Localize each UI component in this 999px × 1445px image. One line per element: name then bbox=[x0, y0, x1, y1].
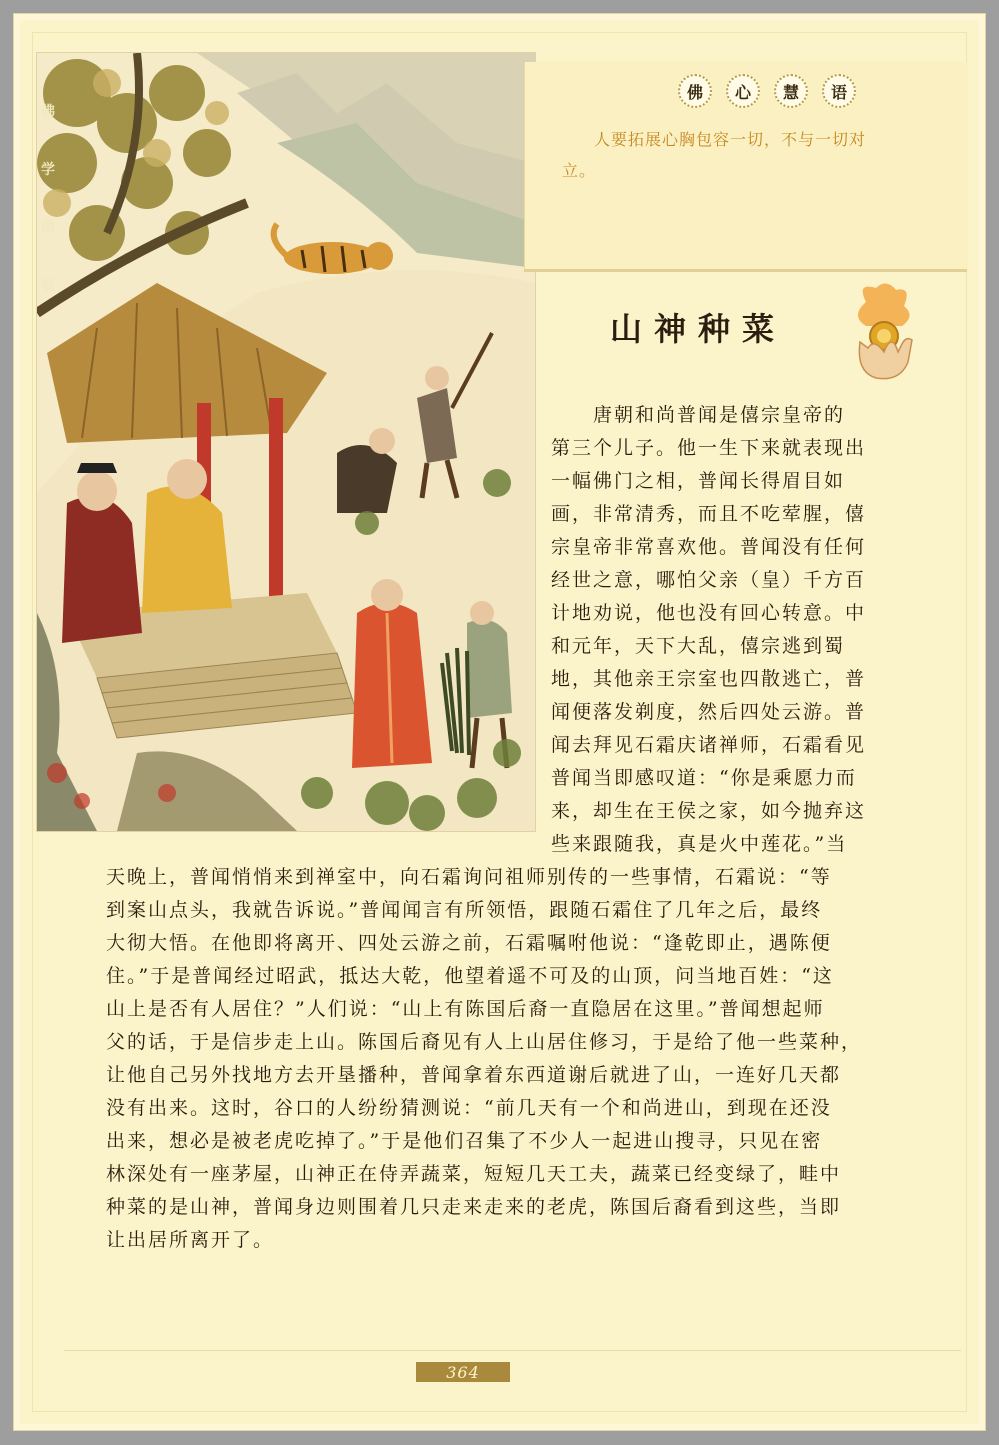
body-line: 出来，想必是被老虎吃掉了。”于是他们召集了不少人一起进山搜寻，只见在密 bbox=[106, 1130, 823, 1152]
body-line: 到案山点头，我就告诉说。”普闻闻言有所领悟，跟随石霜住了几年之后，最终 bbox=[106, 899, 823, 921]
badge-fo: 佛 bbox=[678, 74, 712, 108]
body-line: 住。”于是普闻经过昭武，抵达大乾，他望着遥不可及的山顶，问当地百姓：“这 bbox=[106, 965, 834, 987]
illustration bbox=[36, 52, 536, 832]
body-line: 让出居所离开了。 bbox=[106, 1229, 275, 1251]
body-line: 父的话，于是信步走上山。陈国后裔见有人上山居住修习，于是给了他一些菜种， bbox=[106, 1031, 863, 1053]
body-line: 山上是否有人居住？”人们说：“山上有陈国后裔一直隐居在这里。”普闻想起师 bbox=[106, 998, 825, 1020]
body-line: 种菜的是山神，普闻身边则围着几只走来走来的老虎，陈国后裔看到这些，当即 bbox=[106, 1196, 842, 1218]
body-line: 大彻大悟。在他即将离开、四处云游之前，石霜嘱咐他说：“逢乾即止，遇陈便 bbox=[106, 932, 832, 954]
body-line: 经世之意，哪怕父亲（皇）千方百 bbox=[551, 569, 867, 591]
body-line: 第三个儿子。他一生下来就表现出 bbox=[551, 437, 867, 459]
badge-hui: 慧 bbox=[774, 74, 808, 108]
body-line: 闻去拜见石霜庆诸禅师，石霜看见 bbox=[551, 734, 867, 756]
body-line: 宗皇帝非常喜欢他。普闻没有任何 bbox=[551, 536, 867, 558]
badge-yu: 语 bbox=[822, 74, 856, 108]
page-number-box bbox=[416, 1362, 510, 1382]
quote-panel-rule bbox=[524, 269, 967, 272]
page-number: 364 bbox=[446, 1362, 480, 1382]
buddha-hand-icon bbox=[846, 282, 918, 382]
body-line: 天晚上，普闻悄悄来到禅室中，向石霜询问祖师别传的一些事情，石霜说：“等 bbox=[106, 866, 832, 888]
body-line: 闻便落发剃度，然后四处云游。普 bbox=[551, 701, 867, 723]
body-line: 普闻当即感叹道：“你是乘愿力而 bbox=[551, 767, 857, 789]
painting-svg bbox=[37, 53, 535, 831]
body-line: 林深处有一座茅屋，山神正在侍弄蔬菜，短短几天工夫，蔬菜已经变绿了，畦中 bbox=[106, 1163, 842, 1185]
book-page bbox=[13, 13, 986, 1431]
body-line: 画，非常清秀，而且不吃荤腥，僖 bbox=[551, 503, 867, 525]
footer-rule bbox=[64, 1350, 961, 1351]
wisdom-quote: 人要拓展心胸包容一切，不与一切对立。 bbox=[562, 130, 867, 180]
body-line: 让他自己另外找地方去开垦播种，普闻拿着东西道谢后就进了山，一连好几天都 bbox=[106, 1064, 842, 1086]
fo-xin-hui-yu-header bbox=[678, 74, 856, 108]
badge-xin: 心 bbox=[726, 74, 760, 108]
body-line: 地，其他亲王宗室也四散逃亡，普 bbox=[551, 668, 867, 690]
article-title: 山神种菜 bbox=[610, 310, 787, 348]
illustration-side-title: 佛 学 图 说 bbox=[41, 104, 55, 294]
body-line: 来，却生在王侯之家，如今抛弃这 bbox=[551, 800, 867, 822]
body-line: 些来跟随我，真是火中莲花。”当 bbox=[551, 833, 848, 855]
body-line: 没有出来。这时，谷口的人纷纷猜测说：“前几天有一个和尚进山，到现在还没 bbox=[106, 1097, 832, 1119]
body-line: 和元年，天下大乱，僖宗逃到蜀 bbox=[551, 635, 846, 657]
body-line: 一幅佛门之相，普闻长得眉目如 bbox=[551, 470, 846, 492]
body-line: 唐朝和尚普闻是僖宗皇帝的 bbox=[551, 404, 846, 426]
body-line: 计地劝说，他也没有回心转意。中 bbox=[551, 602, 867, 624]
